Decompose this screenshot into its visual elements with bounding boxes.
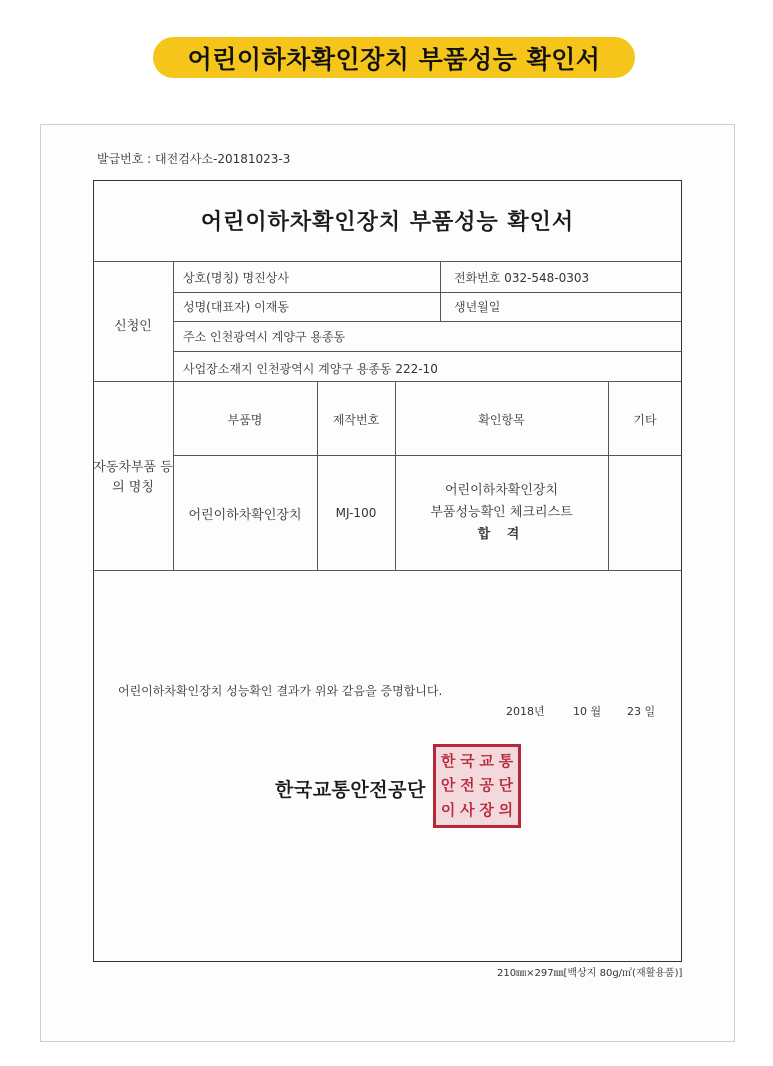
serial-number-value: MJ-100 (335, 506, 377, 520)
divider (93, 570, 682, 571)
seal-character: 이 (440, 800, 456, 819)
divider (608, 381, 609, 570)
date-month: 10 월 (573, 705, 602, 718)
issue-number: 발급번호 : 대전검사소-20181023-3 (97, 152, 291, 166)
certificate-form (93, 180, 682, 962)
header-serial-number: 제작번호 (332, 413, 380, 427)
seal-character: 사 (460, 800, 475, 819)
divider (317, 381, 318, 570)
seal-character: 통 (498, 752, 514, 771)
header-part-name: 부품명 (227, 413, 263, 427)
check-item-value (395, 480, 608, 546)
header-check-item: 확인항목 (478, 413, 525, 427)
check-item-line1: 어린이하차확인장치 (444, 483, 559, 498)
seal-character: 국 (460, 752, 475, 771)
business-address: 사업장소재지 인천광역시 계양구 용종동 222-10 (183, 362, 438, 376)
divider (173, 321, 682, 322)
divider (173, 351, 682, 352)
applicant-label: 신청인 (114, 319, 152, 334)
seal-character: 안 (440, 776, 456, 795)
paper-spec: 210㎜×297㎜[백상지 80g/㎡(재활용품)] (497, 968, 683, 979)
check-item-line2: 부품성능확인 체크리스트 (430, 505, 573, 520)
address: 주소 인천광역시 계양구 용종동 (183, 330, 346, 344)
phone-number: 전화번호 032-548-0303 (454, 271, 590, 285)
official-seal (433, 744, 521, 828)
page-banner-title: 어린이하차확인장치 부품성능 확인서 (153, 37, 635, 78)
parts-label: 자동차부품 등의 명칭 (93, 460, 173, 495)
seal-character: 공 (479, 776, 494, 795)
seal-character: 전 (460, 776, 475, 795)
seal-character: 교 (479, 752, 494, 771)
seal-character: 장 (479, 800, 494, 819)
seal-character: 한 (440, 752, 456, 771)
representative-name: 성명(대표자) 이재동 (183, 300, 289, 314)
issuer-name: 한국교통안전공단 (275, 779, 426, 801)
divider (93, 261, 682, 262)
date-day: 23 일 (627, 705, 656, 718)
divider (173, 455, 682, 456)
certificate-title: 어린이하차확인장치 부품성능 확인서 (200, 210, 575, 235)
divider (440, 261, 441, 321)
company-name: 상호(명칭) 명진상사 (183, 271, 289, 285)
result-pass: 합 격 (477, 527, 526, 542)
divider (173, 292, 682, 293)
header-etc: 기타 (633, 413, 657, 427)
seal-character: 의 (498, 800, 514, 819)
certification-statement: 어린이하차확인장치 성능확인 결과가 위와 같음을 증명합니다. (118, 684, 443, 698)
date-year: 2018년 (506, 705, 545, 718)
part-name-value: 어린이하차확인장치 (188, 508, 302, 523)
divider (93, 381, 682, 382)
seal-character: 단 (498, 776, 514, 795)
birth-date-label: 생년월일 (454, 300, 501, 314)
